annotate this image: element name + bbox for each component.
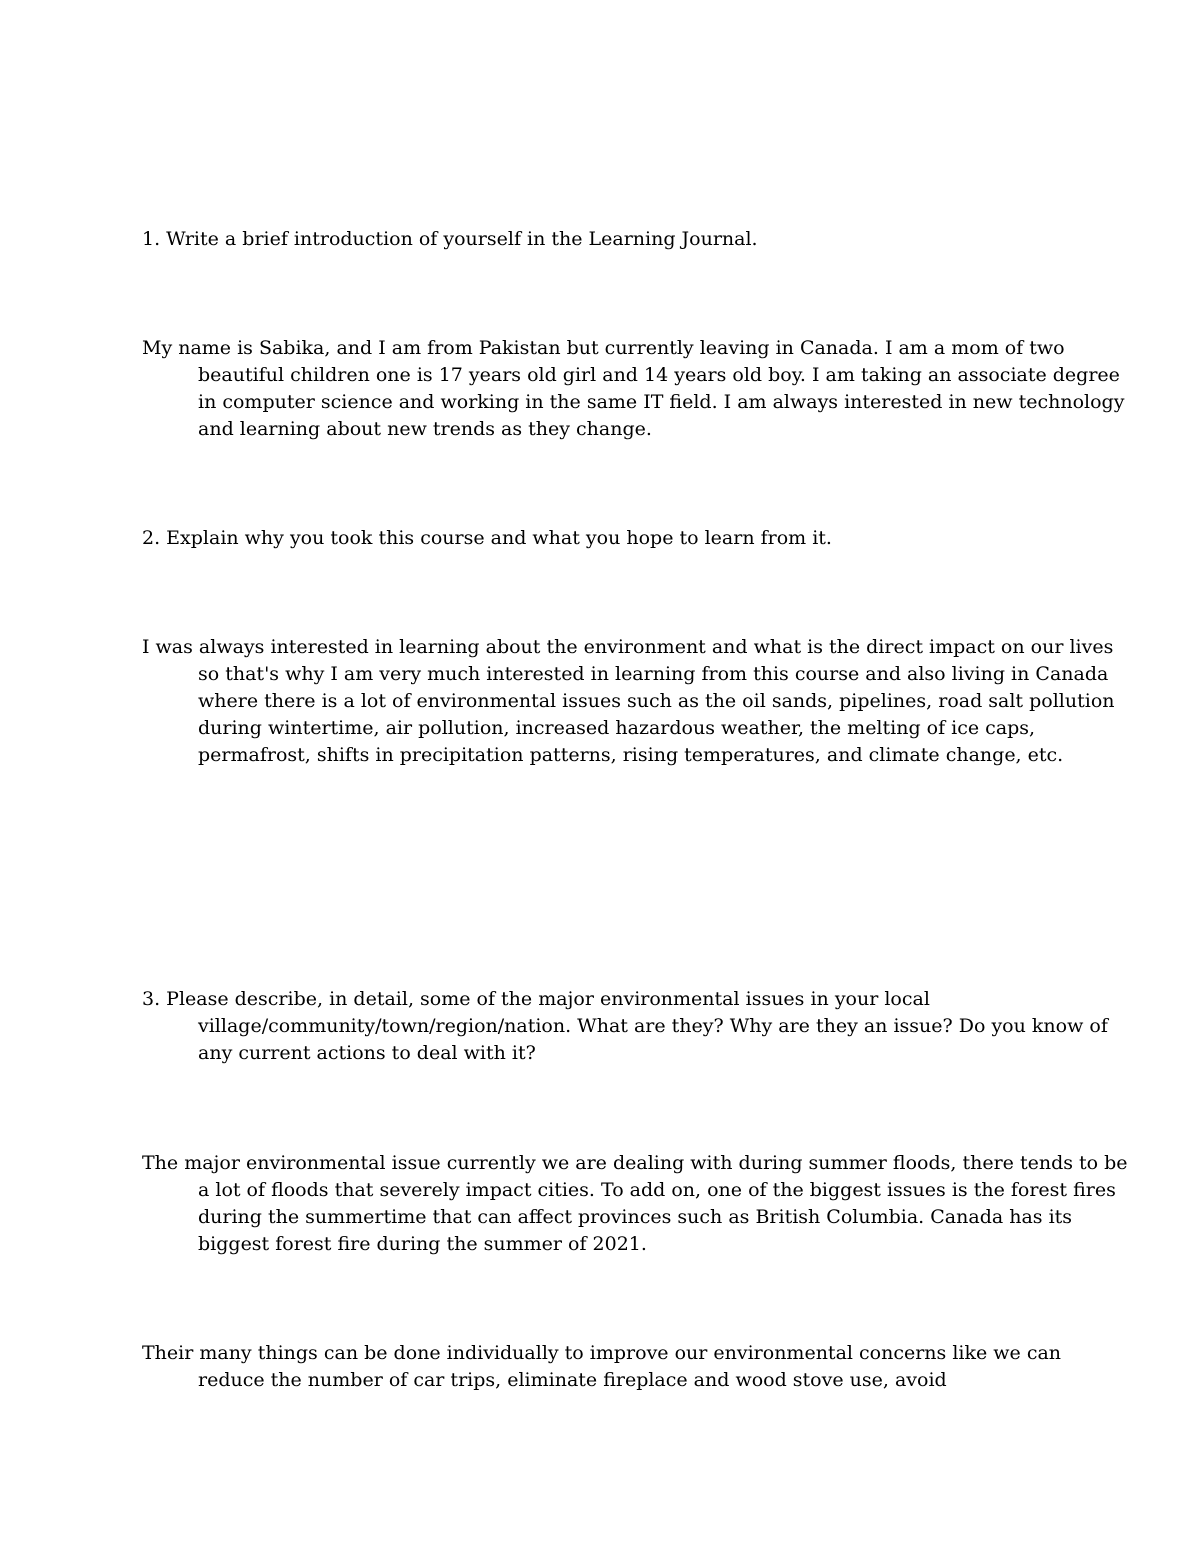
answer-1: My name is Sabika, and I am from Pakistan but currently leaving in Canada. I am a mom of two beautiful children one is 17 years old girl and 14 years old boy. I am taking an associate degree in computer science and working in the same IT field. I am always interested in new technology and learning about new trends as they change. [142,337,1125,440]
question-2: 2. Explain why you took this course and what you hope to learn from it. [142,527,832,549]
question-3: 3. Please describe, in detail, some of the major environmental issues in your local village/community/town/region/nation. What are they? Why are they an issue? Do you know of any current actions to deal with it? [142,988,1108,1064]
answer-3-part-1: The major environmental issue currently we are dealing with during summer floods, there tends to be a lot of floods that severely impact cities. To add on, one of the biggest issues is the forest fires during the summertime that can affect provinces such as British Columbia. Canada has its biggest forest fire during the summer of 2021. [142,1152,1128,1255]
answer-2: I was always interested in learning about the environment and what is the direct impact on our lives so that's why I am very much interested in learning from this course and also living in Canada where there is a lot of environmental issues such as the oil sands, pipelines, road salt pollution during wintertime, air pollution, increased hazardous weather, the melting of ice caps, permafrost, shifts in precipitation patterns, rising temperatures, and climate change, etc. [142,636,1115,766]
answer-3-part-2: Their many things can be done individually to improve our environmental concerns like we can reduce the number of car trips, eliminate fireplace and wood stove use, avoid [142,1342,1062,1391]
question-1: 1. Write a brief introduction of yourself in the Learning Journal. [142,228,758,250]
